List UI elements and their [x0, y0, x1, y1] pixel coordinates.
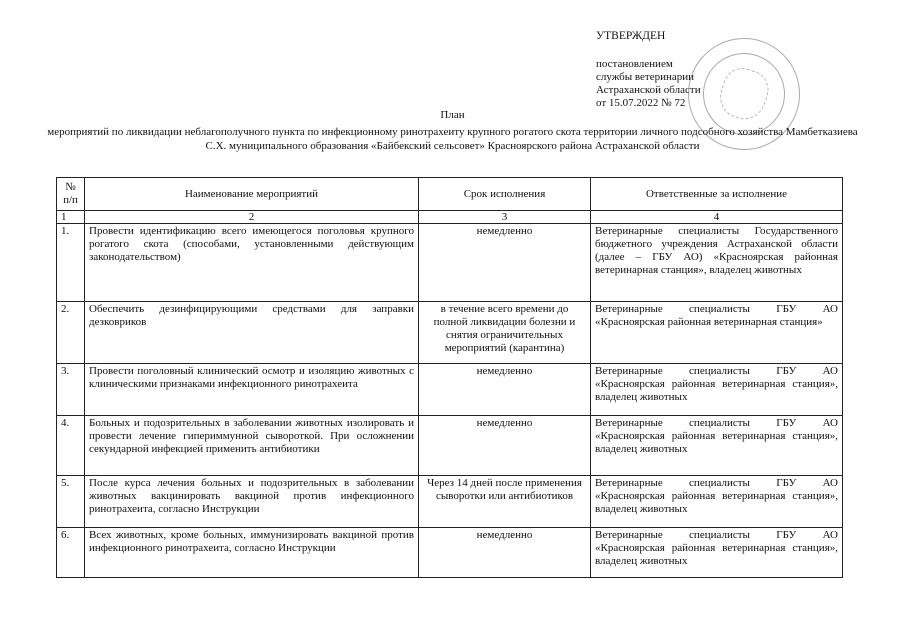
- approval-line: от 15.07.2022 № 72: [596, 97, 686, 109]
- column-numbers-row: [57, 211, 843, 224]
- approval-line: Астраханской области: [596, 84, 701, 96]
- table-row: [57, 416, 843, 476]
- plan-description: мероприятий по ликвидации неблагополучного пункта по инфекционному ринотрахеиту крупного рогатого скота территории личного подсобного хозяйства Мамбетказиева С.Х. муниципального образования «Байбекский сельсовет» Красноярского района Астраханской области: [47, 126, 858, 152]
- approval-heading: УТВЕРЖДЕН: [596, 30, 666, 42]
- row-number: 4.: [57, 416, 85, 476]
- row-term: немедленно: [419, 224, 591, 302]
- row-number: 3.: [57, 364, 85, 416]
- row-responsible: Ветеринарные специалисты ГБУ АО «Красноярская районная ветеринарная станция»: [591, 302, 843, 364]
- row-term: в течение всего времени до полной ликвидации болезни и снятия ограничительных мероприятий (карантина): [419, 302, 591, 364]
- row-measure: Всех животных, кроме больных, иммунизировать вакциной против инфекционного ринотрахеита, согласно Инструкции: [85, 528, 419, 578]
- header-measure: Наименование мероприятий: [85, 178, 419, 211]
- row-number: 1.: [57, 224, 85, 302]
- row-term: Через 14 дней после применения сыворотки или антибиотиков: [419, 476, 591, 528]
- row-number: 2.: [57, 302, 85, 364]
- approval-line: службы ветеринарии: [596, 71, 695, 83]
- table-row: [57, 302, 843, 364]
- row-responsible: Ветеринарные специалисты ГБУ АО «Красноярская районная ветеринарная станция», владелец животных: [591, 476, 843, 528]
- col-number: 3: [419, 211, 591, 224]
- col-number: 2: [85, 211, 419, 224]
- table-header-row: [57, 178, 843, 211]
- row-term: немедленно: [419, 364, 591, 416]
- header-number: № п/п: [57, 178, 85, 211]
- row-measure: Провести идентификацию всего имеющегося поголовья крупного рогатого скота (способами, установленными действующим законодательством): [85, 224, 419, 302]
- row-measure: После курса лечения больных и подозрительных в заболевании животных вакцинировать вакциной против инфекционного ринотрахеита, согласно Инструкции: [85, 476, 419, 528]
- table-row: [57, 224, 843, 302]
- header-term: Срок исполнения: [419, 178, 591, 211]
- plan-heading: План: [440, 109, 465, 121]
- row-measure: Обеспечить дезинфицирующими средствами для заправки дезковриков: [85, 302, 419, 364]
- col-number: 1: [57, 211, 85, 224]
- approval-line: постановлением: [596, 58, 673, 70]
- document-title: [40, 108, 865, 153]
- header-responsible: Ответственные за исполнение: [591, 178, 843, 211]
- row-measure: Больных и подозрительных в заболевании животных изолировать и провести лечение гипериммунной сывороткой. При осложнении секундарной инфекцией применить антибиотики: [85, 416, 419, 476]
- row-responsible: Ветеринарные специалисты ГБУ АО «Красноярская районная ветеринарная станция», владелец животных: [591, 416, 843, 476]
- row-term: немедленно: [419, 416, 591, 476]
- row-term: немедленно: [419, 528, 591, 578]
- row-responsible: Ветеринарные специалисты Государственного бюджетного учреждения Астраханской области (далее – ГБУ АО) «Красноярская районная ветеринарная станция», владелец животных: [591, 224, 843, 302]
- row-number: 6.: [57, 528, 85, 578]
- row-number: 5.: [57, 476, 85, 528]
- col-number: 4: [591, 211, 843, 224]
- table-row: [57, 528, 843, 578]
- table-row: [57, 476, 843, 528]
- row-responsible: Ветеринарные специалисты ГБУ АО «Красноярская районная ветеринарная станция», владелец животных: [591, 364, 843, 416]
- row-measure: Провести поголовный клинический осмотр и изоляцию животных с клиническими признаками инфекционного ринотрахеита: [85, 364, 419, 416]
- row-responsible: Ветеринарные специалисты ГБУ АО «Красноярская районная ветеринарная станция», владелец животных: [591, 528, 843, 578]
- measures-table: [56, 177, 843, 578]
- table-row: [57, 364, 843, 416]
